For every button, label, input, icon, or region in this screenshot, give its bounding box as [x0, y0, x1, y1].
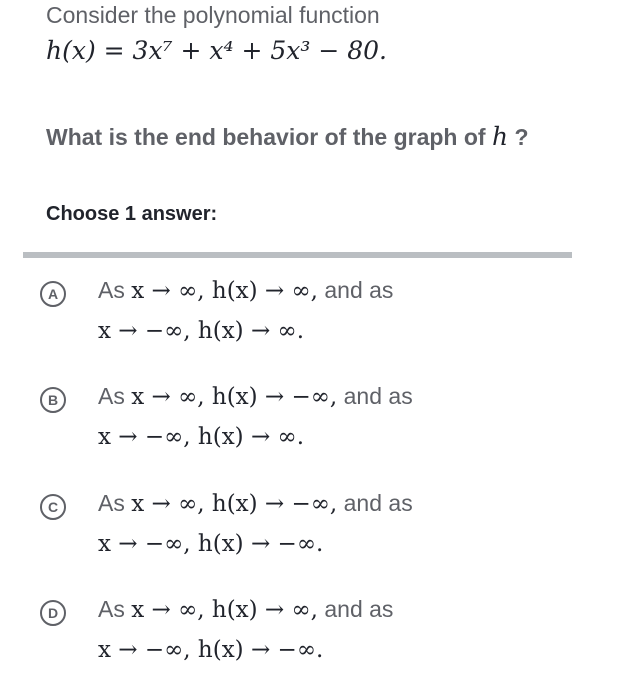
choice-letter-d-icon[interactable]: D [40, 600, 66, 626]
answer-choice-b[interactable] [40, 383, 580, 473]
question-label: What is the end behavior of the graph of [46, 124, 486, 150]
choice-d-math-2: x → −∞, h(x) → −∞. [98, 637, 324, 663]
choice-c-line-1 [98, 490, 413, 517]
choice-a-math-2: x → −∞, h(x) → ∞. [98, 318, 305, 344]
choice-d-suffix: and as [324, 596, 394, 622]
choice-a-line-1 [98, 277, 393, 304]
question-text [46, 122, 529, 151]
choice-c-prefix: As [98, 490, 125, 516]
choice-b-line-1 [98, 383, 413, 410]
choice-letter-a-icon[interactable]: A [40, 281, 66, 307]
problem-intro: Consider the polynomial function [46, 2, 380, 28]
answer-choice-d[interactable] [40, 596, 580, 686]
choice-c-math-2: x → −∞, h(x) → −∞. [98, 531, 324, 557]
choice-a-math-1: x → ∞, h(x) → ∞, [131, 278, 318, 304]
answer-choice-c[interactable] [40, 490, 580, 580]
choose-answer-label: Choose 1 answer: [46, 203, 218, 225]
choice-a-suffix: and as [324, 277, 394, 303]
choice-d-prefix: As [98, 596, 125, 622]
choice-a-prefix: As [98, 277, 125, 303]
choice-c-suffix: and as [343, 490, 413, 516]
choice-b-math-1: x → ∞, h(x) → −∞, [131, 384, 338, 410]
question-mark: ? [514, 124, 529, 150]
choice-letter-c-icon[interactable]: C [40, 494, 66, 520]
choice-c-math-1: x → ∞, h(x) → −∞, [131, 491, 338, 517]
divider [23, 252, 572, 258]
choice-b-math-2: x → −∞, h(x) → ∞. [98, 424, 305, 450]
choice-b-suffix: and as [343, 383, 413, 409]
choice-d-math-1: x → ∞, h(x) → ∞, [131, 597, 318, 623]
choice-letter-b-icon[interactable]: B [40, 387, 66, 413]
choice-b-prefix: As [98, 383, 125, 409]
choice-d-line-1 [98, 596, 393, 623]
answer-choice-a[interactable] [40, 277, 580, 367]
polynomial-formula: h(x) = 3x⁷ + x⁴ + 5x³ − 80. [46, 36, 388, 65]
question-variable: h [491, 122, 509, 151]
